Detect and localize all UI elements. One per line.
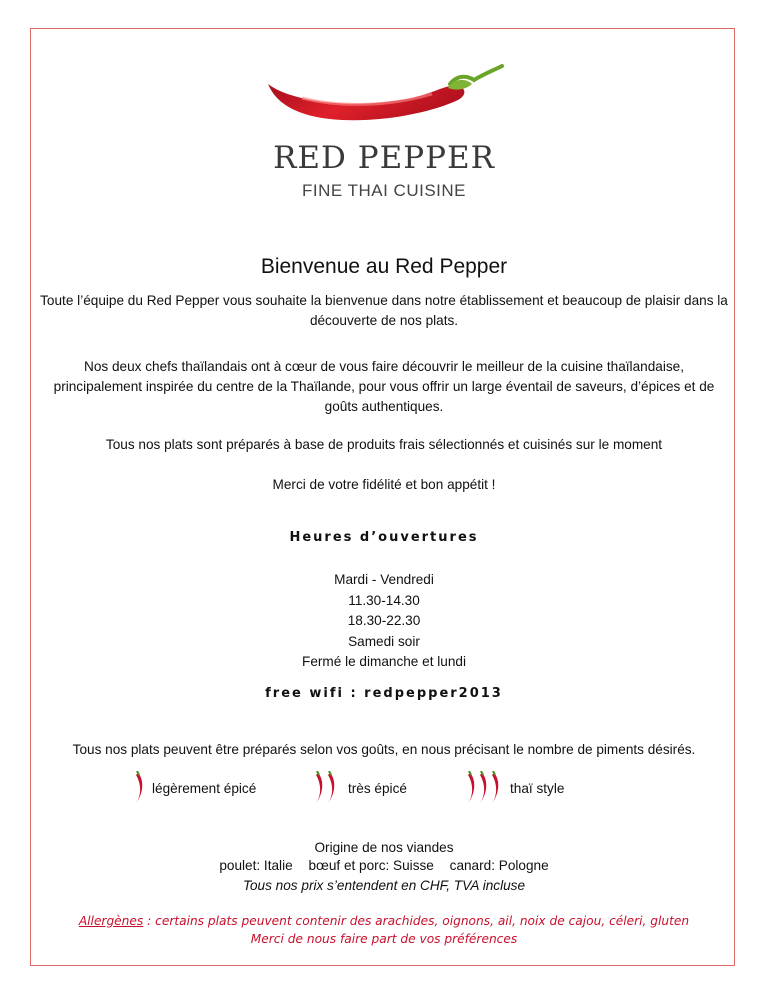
spice-level-thai [464,771,604,805]
meat-origin-item: poulet: Italie [219,858,293,873]
chili-icon [312,771,342,805]
meat-origin-item: bœuf et porc: Suisse [308,858,434,873]
hours-list [40,570,728,673]
allergen-preference-note: Merci de nous faire part de vos préférences [250,932,518,946]
chili-icon [464,771,506,805]
spice-note: Tous nos plats peuvent être préparés selon vos goûts, en nous précisant le nombre de piments désirés. [72,742,696,757]
intro-paragraph: Merci de votre fidélité et bon appétit ! [272,477,496,492]
intro-paragraph: Toute l’équipe du Red Pepper vous souhaite la bienvenue dans notre établissement et beaucoup de plaisir dans la découverte de nos plats. [40,293,728,328]
allergen-notice [40,914,728,928]
chili-pepper-logo [262,62,507,132]
hours-line: Samedi soir [348,633,420,649]
spice-label: très épicé [348,781,407,796]
hours-line: Mardi - Vendredi [334,572,434,587]
chili-icon [132,771,148,805]
price-note: Tous nos prix s’entendent en CHF, TVA incluse [242,878,526,893]
intro-paragraph: Tous nos plats sont préparés à base de produits frais sélectionnés et cuisinés sur le moment [105,437,663,452]
welcome-title: Bienvenue au Red Pepper [260,255,508,278]
wifi-info: free wifi : redpepper2013 [265,686,503,701]
spice-level-mild [132,771,292,805]
meat-origin-title: Origine de nos viandes [314,840,454,855]
allergen-text: : certains plats peuvent contenir des arachides, oignons, ail, noix de cajou, céleri, gluten [143,914,690,928]
spice-label: légèrement épicé [152,781,257,796]
hours-title: Heures d’ouvertures [289,530,479,545]
brand-name: RED PEPPER [273,140,495,176]
spice-label: thaï style [510,781,565,796]
brand-tagline: FINE THAI CUISINE [301,181,467,200]
hours-line: Fermé le dimanche et lundi [302,654,466,669]
meat-origin-item: canard: Pologne [449,858,549,873]
hours-line: 18.30-22.30 [347,613,421,628]
intro-paragraph: Nos deux chefs thaïlandais ont à cœur de vous faire découvrir le meilleur de la cuisine thaïlandaise, principalement inspirée du centre de la Thaïlande, pour vous offrir un large éventail de saveurs, d’épices et de goûts authentiques. [53,359,715,414]
spice-level-hot [312,771,452,805]
hours-line: 11.30-14.30 [348,592,420,608]
meat-origin-list [0,858,768,873]
allergen-title: Allergènes [78,914,144,928]
